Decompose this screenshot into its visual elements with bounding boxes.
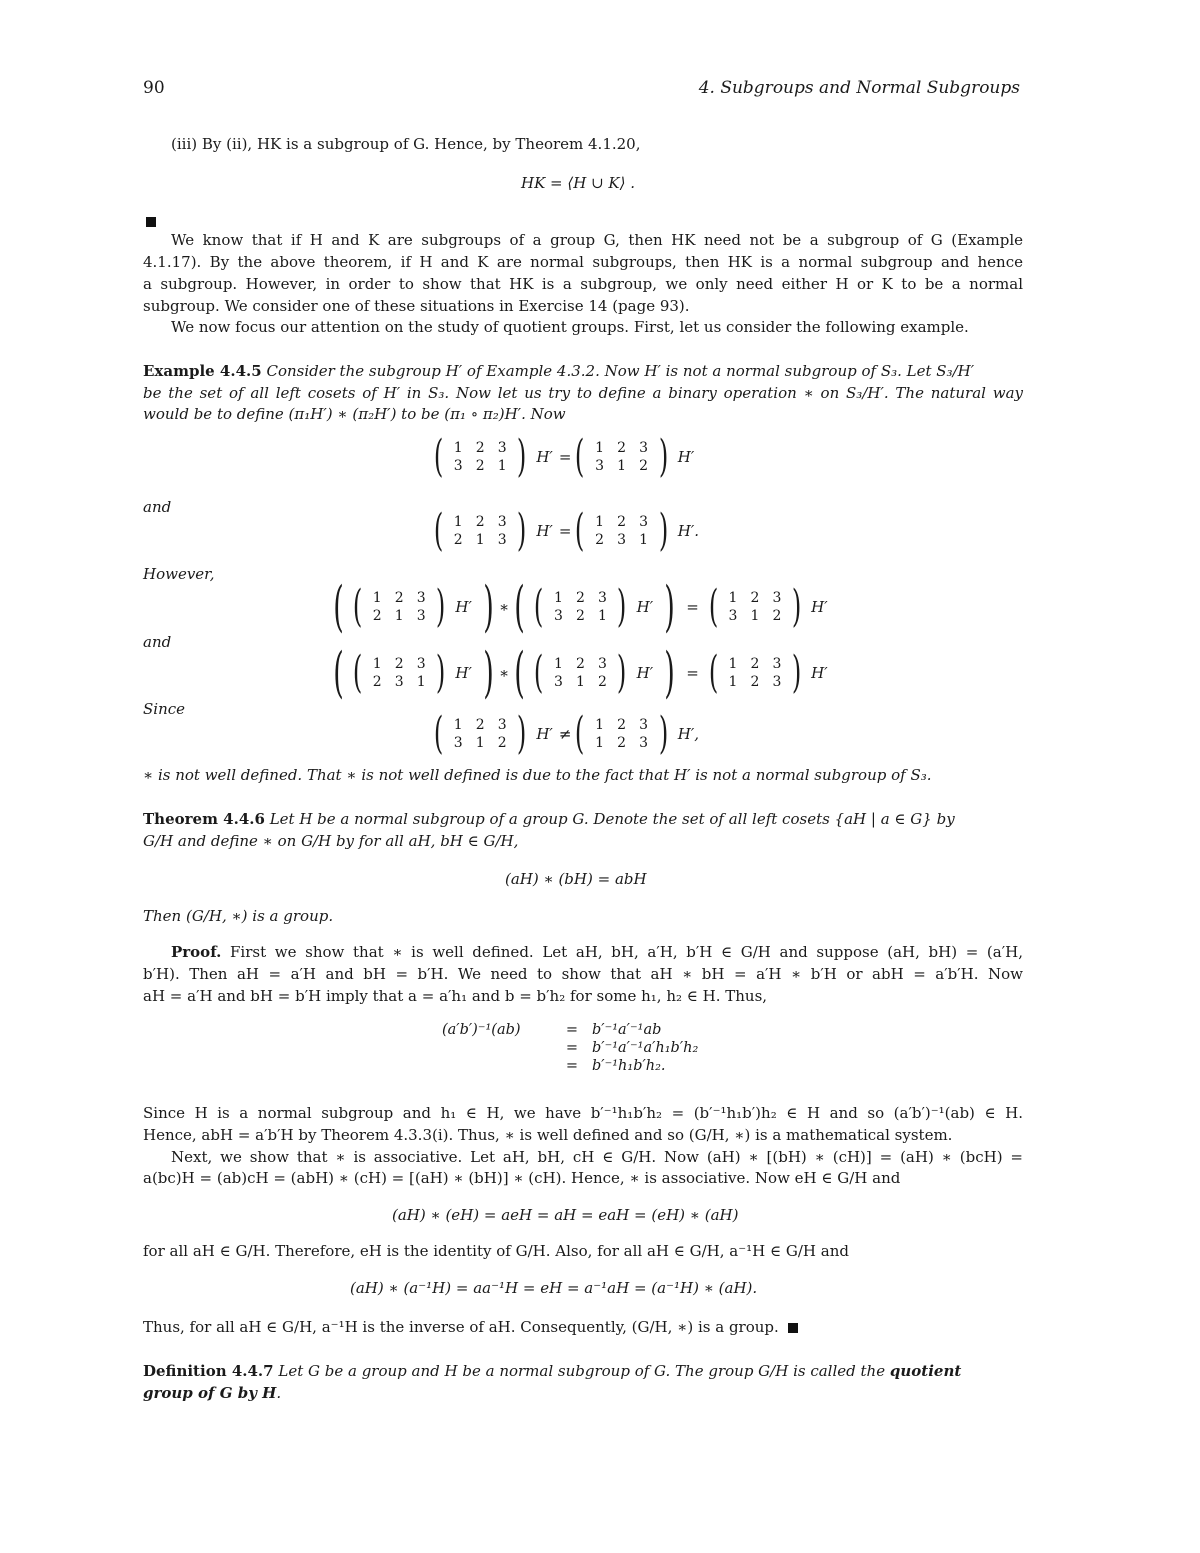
display-equation: HK = ⟨H ∪ K⟩ . <box>521 174 636 192</box>
definition-term: quotient <box>889 1362 962 1380</box>
proof-line: (iii) By (ii), HK is a subgroup of G. Hence, by Theorem 4.1.20, <box>171 135 641 153</box>
example-line: be the set of all left cosets of H′ in S₃. Now let us try to define a binary operation ∗ on S₃/H′. The natural way <box>143 384 1023 402</box>
proof-label: Proof. <box>171 943 222 961</box>
example-label: Example 4.4.5 <box>143 362 262 380</box>
matrix: ( 1 2 3 2 1 3 ) <box>433 505 527 556</box>
example-first-line <box>143 362 974 380</box>
matrix-equation-1: ( 1 2 3 3 2 1 ) H′ = ( 1 2 3 3 1 2 ) H′ <box>430 435 700 479</box>
definition-second-line: group of G by H. <box>143 1384 282 1402</box>
matrix: ( 1 2 3 3 2 1 ) <box>433 431 527 482</box>
qed-mark <box>146 212 156 230</box>
definition-term: group of G by H <box>143 1384 277 1402</box>
proof-first-line <box>171 943 1023 961</box>
remark-line: 4.1.17). By the above theorem, if H and K are normal subgroups, then HK is a normal subgroup and hence <box>143 253 1023 271</box>
proof-text: First we show that ∗ is well defined. Let aH, bH, a′H, b′H ∈ G/H and suppose (aH, bH) = (a′H, <box>230 943 1023 961</box>
proof-line: Since H is a normal subgroup and h₁ ∈ H, we have b′⁻¹h₁b′h₂ = (b′⁻¹h₁b′)h₂ ∈ H and so (a′b′)⁻¹(ab) ∈ H. <box>143 1104 1023 1122</box>
matrix: ( 1 2 3 2 1 3 ) <box>352 581 446 632</box>
matrix: ( 1 2 3 2 3 1 ) <box>575 505 668 556</box>
theorem-text: Let H be a normal subgroup of a group G. Denote the set of all left cosets {aH | a ∈ G} by <box>269 810 955 828</box>
matrix: ( 1 2 3 3 1 2 ) <box>708 581 802 632</box>
identity-display: (aH) ∗ (eH) = aeH = aH = eaH = (eH) ∗ (aH) <box>392 1206 739 1224</box>
proof-line: aH = a′H and bH = b′H imply that a = a′h₁ and b = b′h₂ for some h₁, h₂ ∈ H. Thus, <box>143 987 768 1005</box>
qed-mark <box>788 1323 798 1333</box>
remark-line: We know that if H and K are subgroups of a group G, then HK need not be a subgroup of G (Example <box>171 231 1023 249</box>
example-text: Consider the subgroup H′ of Example 4.3.2. Now H′ is not a normal subgroup of S₃. Let S₃/H′ <box>266 362 975 380</box>
definition-text: Let G be a group and H be a normal subgroup of G. The group G/H is called the <box>278 1362 886 1380</box>
matrix: ( 1 2 3 3 2 1 ) <box>534 581 627 632</box>
page-number: 90 <box>143 78 165 98</box>
running-title: 4. Subgroups and Normal Subgroups <box>698 78 1020 98</box>
matrix: ( 1 2 3 3 1 2 ) <box>534 647 627 698</box>
since-label: Since <box>143 700 186 718</box>
matrix: ( 1 2 3 3 1 2 ) <box>433 708 527 759</box>
example-conclusion: ∗ is not well defined. That ∗ is not well defined is due to the fact that H′ is not a normal subgroup of S₃. <box>143 766 932 784</box>
theorem-label: Theorem 4.4.6 <box>143 810 265 828</box>
proof-line: Next, we show that ∗ is associative. Let aH, bH, cH ∈ G/H. Now (aH) ∗ [(bH) ∗ (cH)] = (aH) ∗ (bcH) = <box>171 1148 1023 1166</box>
matrix: ( 1 2 3 2 3 1 ) <box>352 647 446 698</box>
matrix-equation-5: ( 1 2 3 3 1 2 ) H′ ≠ ( 1 2 3 1 2 3 ) H′, <box>430 712 705 756</box>
theorem-display: (aH) ∗ (bH) = abH <box>505 870 647 888</box>
matrix: ( 1 2 3 1 2 3 ) <box>575 708 668 759</box>
matrix-equation-2: ( 1 2 3 2 1 3 ) H′ = ( 1 2 3 2 3 1 ) H′. <box>430 509 705 553</box>
remark-line: a subgroup. However, in order to show that HK is a subgroup, we only need either H or K to be a normal <box>143 275 1023 293</box>
aligned-equations: (a′b′)⁻¹(ab) = b′⁻¹a′⁻¹ab = b′⁻¹a′⁻¹a′h₁b′h₂ = b′⁻¹h₁b′h₂. <box>442 1022 699 1074</box>
proof-line: Hence, abH = a′b′H by Theorem 4.3.3(i). Thus, ∗ is well defined and so (G/H, ∗) is a mathematical system. <box>143 1126 953 1144</box>
definition-label: Definition 4.4.7 <box>143 1362 274 1380</box>
and-label: and <box>143 633 172 651</box>
remark-line: We now focus our attention on the study of quotient groups. First, let us consider the following example. <box>171 318 969 336</box>
example-line: would be to define (π₁H′) ∗ (π₂H′) to be (π₁ ∘ π₂)H′. Now <box>143 405 566 423</box>
definition-first-line <box>143 1362 961 1380</box>
theorem-line: G/H and define ∗ on G/H by for all aH, bH ∈ G/H, <box>143 832 519 850</box>
remark-line: subgroup. We consider one of these situations in Exercise 14 (page 93). <box>143 297 690 315</box>
proof-line: a(bc)H = (ab)cH = (abH) ∗ (cH) = [(aH) ∗ (bH)] ∗ (cH). Hence, ∗ is associative. Now eH ∈ G/H and <box>143 1169 901 1187</box>
and-label: and <box>143 498 172 516</box>
matrix: ( 1 2 3 1 2 3 ) <box>708 647 802 698</box>
however-label: However, <box>143 565 215 583</box>
matrix: ( 1 2 3 3 1 2 ) <box>575 431 668 482</box>
inverse-display: (aH) ∗ (a⁻¹H) = aa⁻¹H = eH = a⁻¹aH = (a⁻¹H) ∗ (aH). <box>350 1279 758 1297</box>
matrix-equation-3: ( ( 1 2 3 2 1 3 ) H′ ) ∗ ( ( 1 2 3 3 2 1 ) H′ ) = ( 1 2 3 3 1 2 ) H′ <box>333 575 828 638</box>
matrix-equation-4: ( ( 1 2 3 2 3 1 ) H′ ) ∗ ( ( 1 2 3 3 1 2 ) H′ ) = ( 1 2 3 1 2 3 ) H′ <box>333 641 828 704</box>
proof-line: for all aH ∈ G/H. Therefore, eH is the identity of G/H. Also, for all aH ∈ G/H, a⁻¹H ∈ G/H and <box>143 1242 849 1260</box>
theorem-first-line <box>143 810 955 828</box>
proof-last-line: Thus, for all aH ∈ G/H, a⁻¹H is the inverse of aH. Consequently, (G/H, ∗) is a group. <box>143 1318 798 1336</box>
theorem-closing: Then (G/H, ∗) is a group. <box>143 907 334 925</box>
proof-line: b′H). Then aH = a′H and bH = b′H. We need to show that aH ∗ bH = a′H ∗ b′H or abH = a′b′H. Now <box>143 965 1023 983</box>
